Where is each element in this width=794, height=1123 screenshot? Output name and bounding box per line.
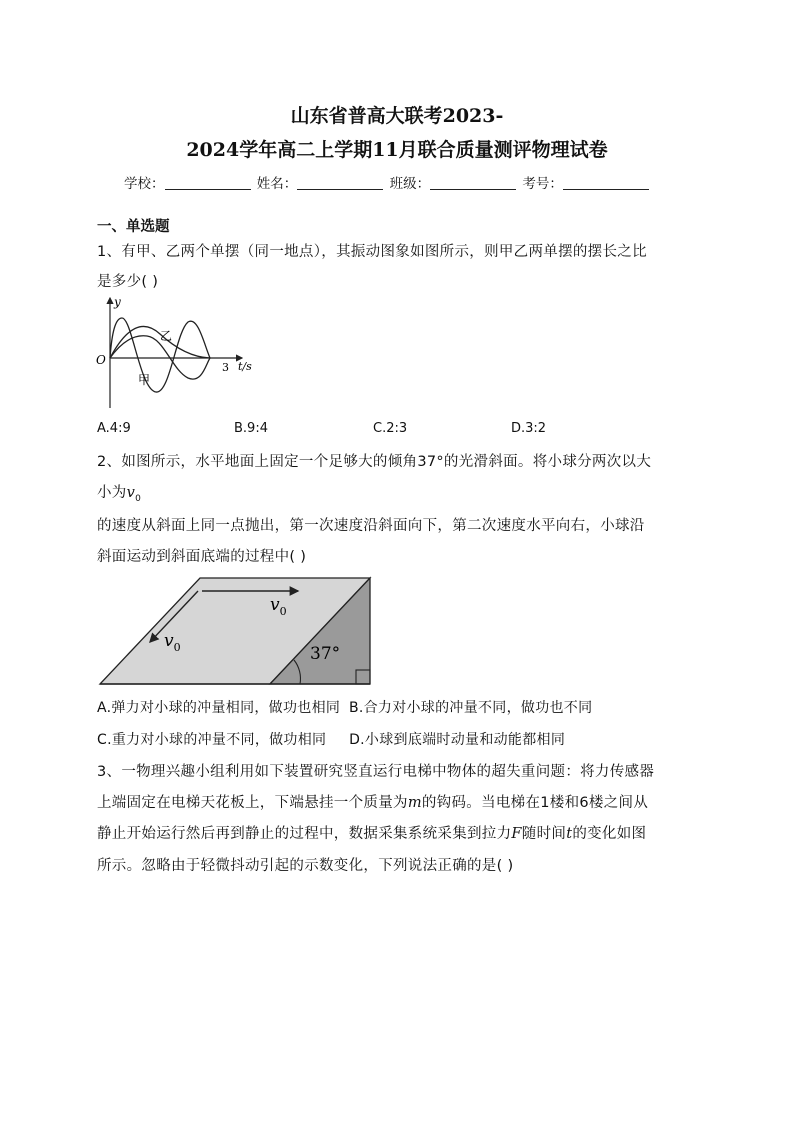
- q2-text-line3: 的速度从斜面上同一点抛出，第一次速度沿斜面向下，第二次速度水平向右，小球沿: [97, 518, 645, 534]
- q1-y-label: y: [114, 295, 121, 309]
- q2-text-line2: [97, 481, 141, 504]
- school-blank[interactable]: [165, 177, 251, 190]
- q1-t-label: t/s: [238, 360, 252, 373]
- q2-option-a[interactable]: A.弹力对小球的冲量相同，做功也相同: [97, 700, 341, 716]
- exam-title-line1: 山东省普高大联考2023-: [290, 105, 504, 127]
- q1-option-b[interactable]: B.9:4: [234, 421, 268, 436]
- exam-number-blank[interactable]: [563, 177, 649, 190]
- class-label: 班级：: [389, 176, 431, 192]
- q2-angle-label: 37°: [310, 644, 341, 664]
- q2-option-b[interactable]: B.合力对小球的冲量不同，做功也不同: [348, 700, 593, 716]
- q1-tick-3: 3: [222, 361, 229, 374]
- q2-options-row1: [97, 697, 592, 717]
- q3-line2-part-a: 上端固定在电梯天花板上，下端悬挂一个质量为: [97, 795, 408, 811]
- q3-time-symbol: t: [566, 826, 573, 842]
- q3-line3-part-a: 静止开始运行然后再到静止的过程中，数据采集系统采集到拉力: [97, 826, 512, 842]
- q1-text-line2: 是多少( ): [97, 274, 159, 290]
- q3-text-line1: 3、一物理兴趣小组利用如下装置研究竖直运行电梯中物体的超失重问题：将力传感器: [97, 764, 655, 780]
- q2-option-d[interactable]: D.小球到底端时动量和动能都相同: [349, 732, 566, 748]
- q1-option-c[interactable]: C.2:3: [373, 421, 408, 436]
- q2-line2-prefix: 小为: [97, 485, 127, 501]
- q2-options-row2: [97, 729, 565, 749]
- q1-label-yi: 乙: [160, 329, 173, 343]
- q1-text-line1: 1、有甲、乙两个单摆（同一地点），其振动图象如图所示，则甲乙两单摆的摆长之比: [97, 244, 647, 260]
- q2-v0-label-horizontal: $v_0$: [270, 595, 287, 618]
- q3-line2-part-b: 的钩码。当电梯在1楼和6楼之间从: [421, 795, 649, 811]
- q2-text-line4: 斜面运动到斜面底端的过程中( ): [97, 549, 307, 565]
- name-blank[interactable]: [297, 177, 383, 190]
- q2-v0-subscript: 0: [135, 493, 142, 504]
- q2-v0-symbol: v: [126, 485, 136, 501]
- q3-text-line3: [97, 822, 646, 843]
- q1-label-jia: 甲: [138, 373, 151, 387]
- q2-v0-label-downslope: $v_0$: [164, 631, 181, 654]
- q3-line3-part-c: 的变化如图: [572, 826, 647, 842]
- class-blank[interactable]: [430, 177, 516, 190]
- name-label: 姓名：: [256, 176, 298, 192]
- q2-text-line1: 2、如图所示，水平地面上固定一个足够大的倾角37°的光滑斜面。将小球分两次以大: [97, 454, 652, 470]
- q3-mass-symbol: m: [407, 795, 422, 811]
- q3-text-line2: [97, 791, 648, 812]
- q1-origin-label: O: [96, 353, 106, 367]
- q3-text-line4: 所示。忽略由于轻微抖动引起的示数变化，下列说法正确的是( ): [97, 858, 514, 874]
- student-info-row: [124, 172, 651, 192]
- exam-number-label: 考号：: [522, 176, 563, 192]
- section-heading: 一、单选题: [97, 219, 170, 235]
- q1-oscillation-graph: [92, 294, 262, 414]
- q3-force-symbol: F: [511, 826, 522, 842]
- school-label: 学校：: [124, 176, 165, 192]
- q2-incline-figure: [98, 576, 388, 688]
- q3-line3-part-b: 随时间: [521, 826, 567, 842]
- q1-option-d[interactable]: D.3:2: [511, 421, 547, 436]
- q1-option-a[interactable]: A.4:9: [97, 421, 131, 436]
- q2-option-c[interactable]: C.重力对小球的冲量不同，做功相同: [97, 732, 327, 748]
- exam-title-line2: 2024学年高二上学期11月联合质量测评物理试卷: [186, 139, 608, 161]
